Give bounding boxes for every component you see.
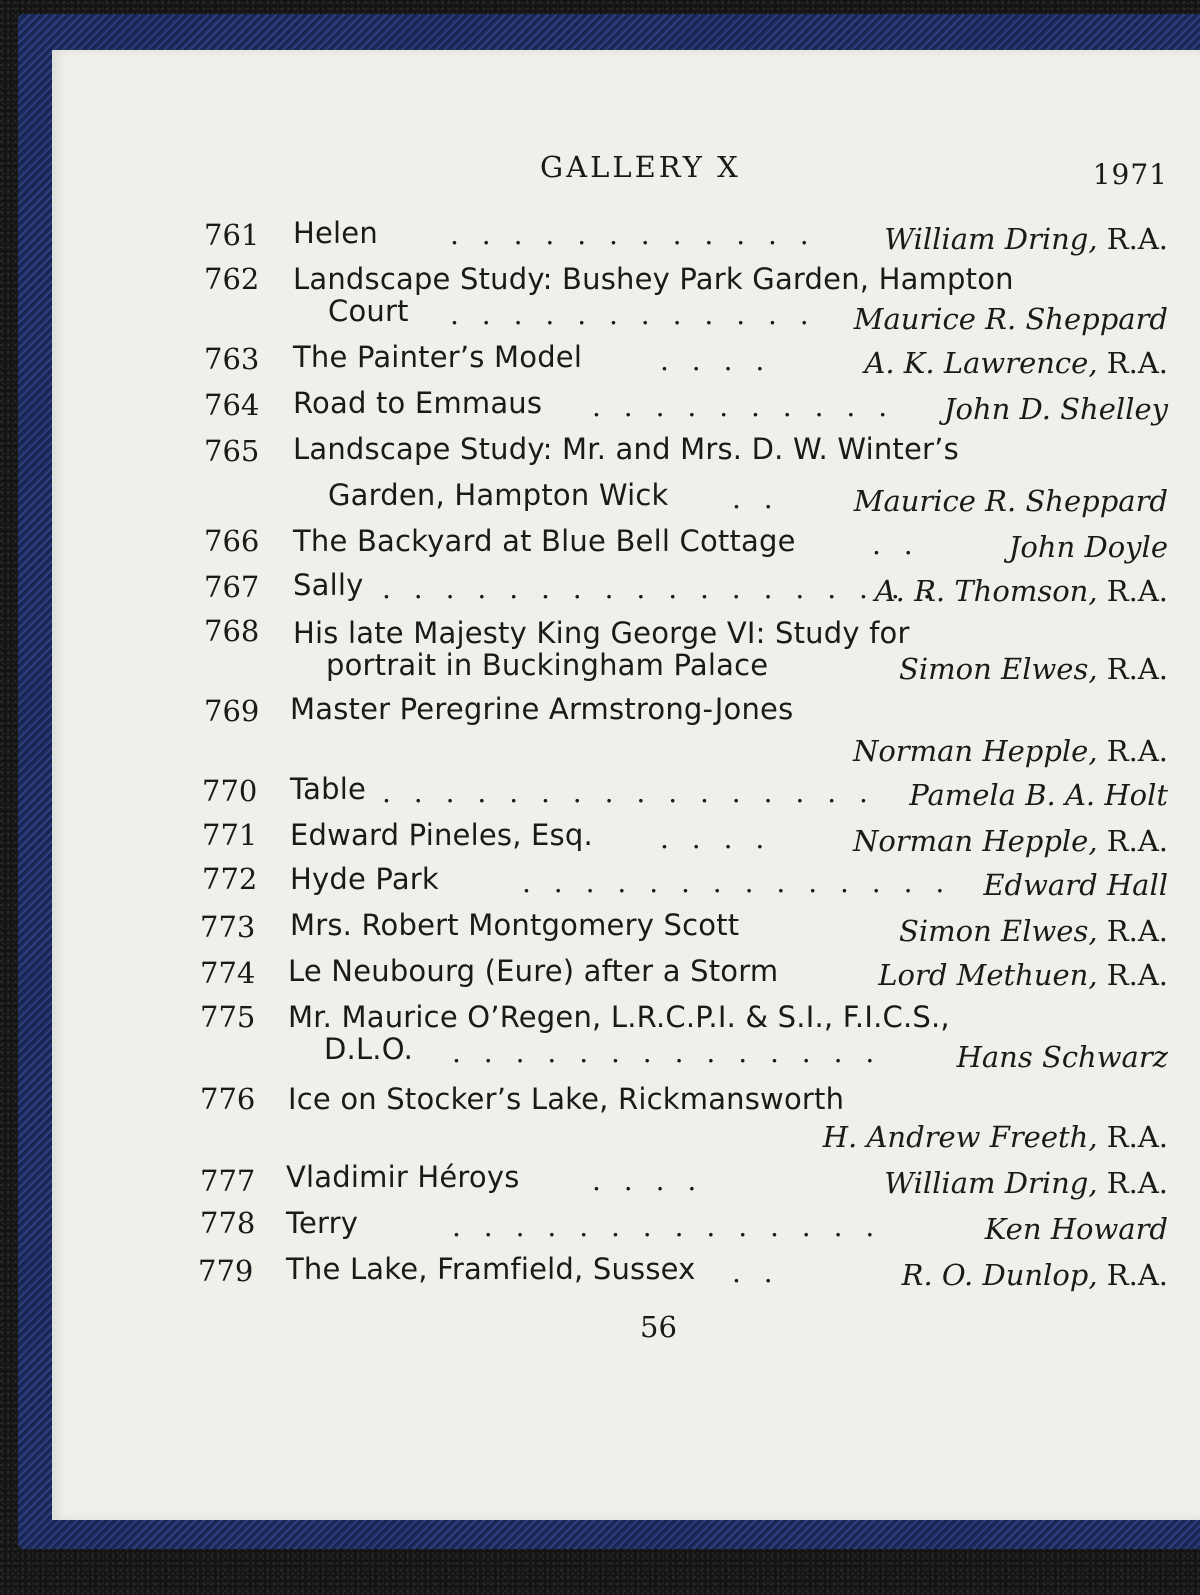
entry-number: 770: [202, 774, 258, 808]
artist-name: Pamela B. A. Holt: [909, 778, 1168, 812]
entry-title: His late Majesty King George VI: Study for: [293, 616, 910, 650]
entry-artist: [957, 1040, 1168, 1074]
artist-name: William Dring,: [884, 1166, 1098, 1200]
leader-dots: . . . . . . . . . . . . . .: [452, 1210, 882, 1243]
entry-title: Landscape Study: Mr. and Mrs. D. W. Winter’s: [293, 432, 959, 466]
entry-number: 766: [204, 524, 260, 558]
entry-title: Hyde Park: [290, 862, 439, 896]
entry-number: 773: [200, 910, 256, 944]
entry-number: 765: [204, 434, 260, 468]
leader-dots: . . . . . . . . . . . . . .: [522, 866, 952, 899]
leader-dots: . . . . . . . . . . . . . . . . . .: [382, 572, 939, 605]
entry-title-continued: portrait in Buckingham Palace: [326, 648, 769, 682]
entry-title: Helen: [293, 216, 378, 250]
entry-title: Terry: [286, 1206, 359, 1240]
leader-dots: . .: [732, 482, 780, 515]
artist-suffix: R.A.: [1097, 958, 1168, 992]
entry-artist: [899, 652, 1168, 686]
entry-number: 764: [204, 388, 260, 422]
artist-suffix: R.A.: [1097, 346, 1168, 380]
entry-title: Vladimir Héroys: [286, 1160, 520, 1194]
artist-suffix: R.A.: [1097, 652, 1168, 686]
entry-number: 775: [200, 1000, 256, 1034]
artist-name: H. Andrew Freeth,: [822, 1120, 1098, 1154]
entry-title: Mr. Maurice O’Regen, L.R.C.P.I. & S.I., F.I.C.S.,: [288, 1000, 950, 1034]
leader-dots: . . . .: [660, 344, 772, 377]
entry-title: Landscape Study: Bushey Park Garden, Hampton: [293, 262, 1014, 296]
artist-name: R. O. Dunlop,: [901, 1258, 1098, 1292]
artist-name: Simon Elwes,: [899, 652, 1098, 686]
artist-suffix: R.A.: [1097, 914, 1168, 948]
leader-dots: . . . .: [660, 822, 772, 855]
entry-number: 769: [204, 694, 260, 728]
entry-artist: [985, 1212, 1168, 1246]
artist-name: Hans Schwarz: [956, 1040, 1168, 1074]
entry-artist: [1009, 530, 1168, 564]
entry-artist: [854, 484, 1168, 518]
artist-name: A. R. Thomson,: [874, 574, 1098, 608]
entry-list: [52, 50, 1200, 1520]
entry-artist: [853, 824, 1168, 858]
page-number: 56: [640, 1310, 677, 1344]
entry-number: 772: [202, 862, 258, 896]
year: 1971: [1092, 158, 1168, 191]
entry-artist: [864, 346, 1168, 380]
entry-number: 762: [204, 262, 260, 296]
artist-name: Simon Elwes,: [899, 914, 1098, 948]
artist-suffix: R.A.: [1097, 824, 1168, 858]
artist-suffix: R.A.: [1097, 574, 1168, 608]
entry-artist: [854, 302, 1168, 336]
entry-number: 768: [204, 614, 260, 648]
leader-dots: . . . . . . . . . . . . . . . .: [382, 776, 875, 809]
entry-artist: [884, 222, 1168, 256]
artist-name: Norman Hepple,: [852, 734, 1098, 768]
entry-artist: [853, 734, 1168, 768]
entry-artist: [884, 1166, 1168, 1200]
artist-name: Norman Hepple,: [852, 824, 1098, 858]
artist-name: Edward Hall: [983, 868, 1168, 902]
artist-name: William Dring,: [884, 222, 1098, 256]
entry-title: Sally: [293, 568, 364, 602]
entry-title: Edward Pineles, Esq.: [290, 818, 593, 852]
entry-artist: [899, 914, 1168, 948]
artist-suffix: R.A.: [1097, 1166, 1168, 1200]
entry-title-continued: Garden, Hampton Wick: [328, 478, 669, 512]
entry-artist: [823, 1120, 1168, 1154]
artist-name: Maurice R. Sheppard: [853, 484, 1168, 518]
artist-name: A. K. Lawrence,: [864, 346, 1098, 380]
entry-artist: [902, 1258, 1168, 1292]
leader-dots: . .: [872, 528, 920, 561]
gallery-title: GALLERY X: [540, 150, 741, 184]
entry-number: 771: [202, 818, 258, 852]
entry-title: The Lake, Framfield, Sussex: [286, 1252, 696, 1286]
artist-name: Ken Howard: [984, 1212, 1168, 1246]
entry-artist: [983, 868, 1168, 902]
entry-number: 761: [204, 218, 260, 252]
entry-title: Road to Emmaus: [293, 386, 543, 420]
catalogue-page: [52, 50, 1200, 1520]
entry-number: 763: [204, 342, 260, 376]
entry-title-continued: D.L.O.: [324, 1032, 413, 1066]
leader-dots: . . . . . . . . . .: [592, 390, 895, 423]
entry-title: Le Neubourg (Eure) after a Storm: [288, 954, 779, 988]
entry-title: The Painter’s Model: [293, 340, 583, 374]
artist-name: John Doyle: [1008, 530, 1168, 564]
leader-dots: . . . . . . . . . . . . . .: [452, 1036, 882, 1069]
leader-dots: . . . . . . . . . . . .: [450, 298, 816, 331]
entry-title: Master Peregrine Armstrong-Jones: [290, 692, 794, 726]
leader-dots: . . . . . . . . . . . .: [450, 218, 816, 251]
artist-suffix: R.A.: [1097, 734, 1168, 768]
entry-title: Mrs. Robert Montgomery Scott: [290, 908, 740, 942]
artist-suffix: R.A.: [1097, 222, 1168, 256]
artist-suffix: R.A.: [1097, 1120, 1168, 1154]
entry-title: Table: [290, 772, 366, 806]
artist-suffix: R.A.: [1097, 1258, 1168, 1292]
entry-number: 774: [200, 956, 256, 990]
entry-artist: [875, 574, 1168, 608]
entry-title: Ice on Stocker’s Lake, Rickmansworth: [288, 1082, 845, 1116]
entry-title-continued: Court: [328, 294, 409, 328]
entry-artist: [909, 778, 1168, 812]
artist-name: John D. Shelley: [943, 392, 1168, 426]
entry-number: 777: [200, 1164, 256, 1198]
entry-number: 779: [198, 1254, 254, 1288]
entry-title: The Backyard at Blue Bell Cottage: [293, 524, 796, 558]
entry-artist: [944, 392, 1168, 426]
leader-dots: . . . .: [592, 1164, 704, 1197]
entry-number: 776: [200, 1082, 256, 1116]
leader-dots: . .: [732, 1256, 780, 1289]
artist-name: Maurice R. Sheppard: [853, 302, 1168, 336]
entry-number: 778: [200, 1206, 256, 1240]
entry-number: 767: [204, 570, 260, 604]
entry-artist: [878, 958, 1168, 992]
artist-name: Lord Methuen,: [878, 958, 1098, 992]
